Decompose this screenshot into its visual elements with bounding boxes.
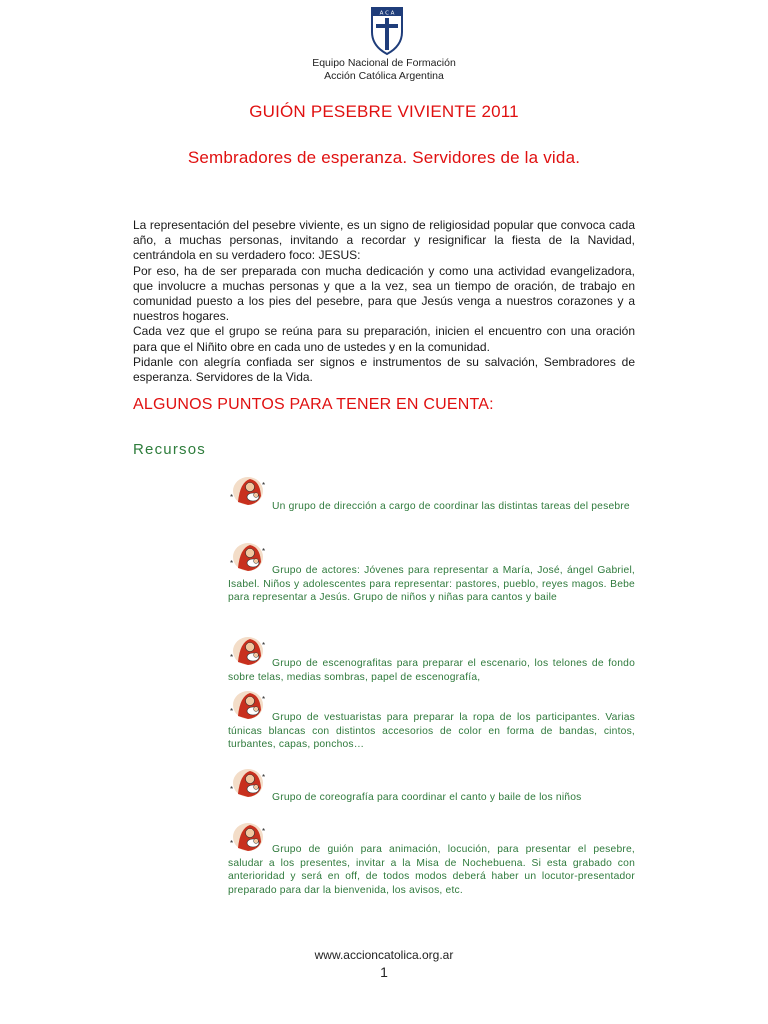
svg-text:*: * [230,559,234,568]
list-item [228,820,635,897]
list-item [228,540,635,605]
list-item [228,688,635,752]
nativity-madonna-icon [228,766,270,800]
nativity-madonna-icon [228,474,270,508]
list-item [228,634,635,684]
svg-text:*: * [262,827,266,836]
item-text: Un grupo de dirección a cargo de coordinar las distintas tareas del pesebre [272,501,630,512]
svg-text:*: * [262,773,266,782]
org-line-1: Equipo Nacional de Formación [312,57,456,69]
item-text: Grupo de escenografitas para preparar el escenario, los telones de fondo sobre telas, medias sombras, papel de escenografía, [228,658,635,683]
nativity-madonna-icon [228,688,270,722]
section-heading: ALGUNOS PUNTOS PARA TENER EN CUENTA: [133,396,494,413]
svg-text:*: * [230,839,234,848]
svg-text:*: * [262,695,266,704]
svg-text:*: * [230,493,234,502]
item-text: Grupo de vestuaristas para preparar la ropa de los participantes. Varias túnicas blancas con distintos accesorios de color en forma de bandas, cintos, turbantes, capas, ponchos… [228,712,635,751]
svg-text:*: * [262,547,266,556]
subsection-heading: Recursos [133,441,206,458]
svg-text:*: * [230,785,234,794]
svg-text:*: * [230,653,234,662]
svg-text:*: * [262,641,266,650]
nativity-madonna-icon [228,634,270,668]
list-item [228,766,635,805]
intro-paragraph: Pidanle con alegría confiada ser signos e instrumentos de su salvación, Sembradores de esperanza. Servidores de la Vida. [133,354,635,385]
aca-logo [368,6,406,56]
item-text: Grupo de coreografía para coordinar el canto y baile de los niños [272,792,582,803]
item-text: Grupo de guión para animación, locución, para presentar el pesebre, saludar a los presentes, invitar a la Misa de Nochebuena. Si esta grabado con anterioridad y será en off, de todos modos deberá haber un locutor-presentador preparado para dar la bienvenida, los avisos, etc. [228,844,635,896]
page-number: 1 [380,964,388,980]
document-title: GUIÓN PESEBRE VIVIENTE 2011 [249,102,519,121]
intro-paragraph: Cada vez que el grupo se reúna para su preparación, inicien el encuentro con una oración para que el Niñito obre en cada uno de ustedes y en la comunidad. [133,324,635,354]
logo-text: A C A [379,10,395,17]
svg-text:*: * [230,707,234,716]
intro-paragraph: Por eso, ha de ser preparada con mucha dedicación y como una actividad evangelizadora, que involucre a muchas personas y que a la vez, sea un tiempo de oración, de trabajo en comunidad puesto a los pies del pesebre, para que Jesús venga a nuestros corazones y a nuestros hogares. [133,263,635,324]
nativity-madonna-icon [228,540,270,574]
intro-text [133,218,635,385]
footer-url[interactable]: www.accioncatolica.org.ar [314,948,454,962]
svg-text:*: * [262,481,266,490]
intro-paragraph: La representación del pesebre viviente, es un signo de religiosidad popular que convoca cada año, a muchas personas, invitando a recordar y resignificar la fiesta de la Navidad, centrándola en su verdadero foco: JESUS: [133,218,635,263]
list-item [228,474,635,514]
item-text: Grupo de actores: Jóvenes para representar a María, José, ángel Gabriel, Isabel. Niños y adolescentes para representar: pastores, pueblo, reyes magos. Bebe para representar a Jesús. Grupo de niños y niñas para cantos y baile [228,565,635,604]
document-subtitle: Sembradores de esperanza. Servidores de la vida. [187,148,581,167]
nativity-madonna-icon [228,820,270,854]
org-line-2: Acción Católica Argentina [324,70,444,82]
